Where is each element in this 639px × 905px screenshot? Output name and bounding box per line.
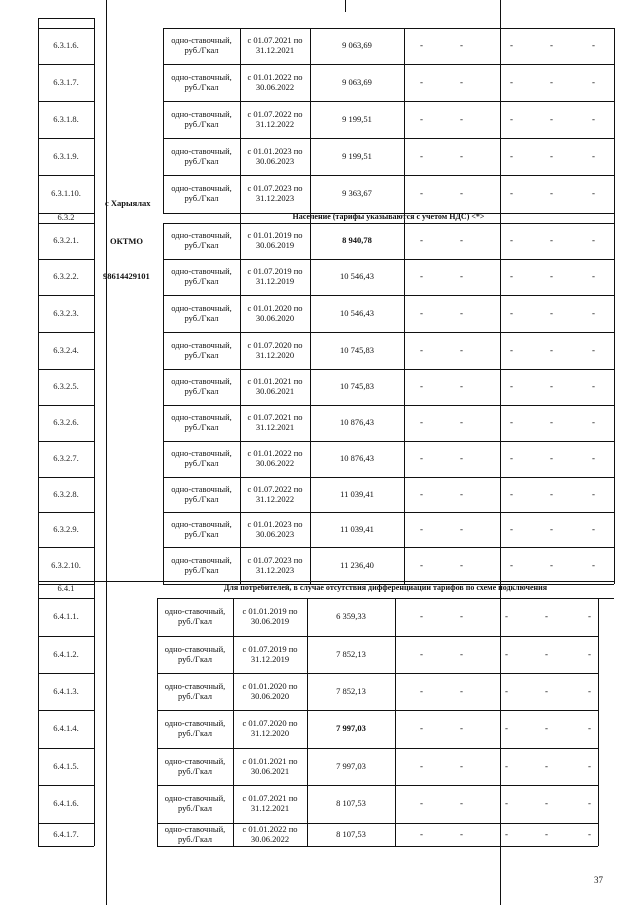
code-row-separator (38, 64, 94, 65)
rate-type: одно-ставочный, руб./Гкал (164, 755, 226, 776)
code-column-right-border (94, 18, 95, 846)
empty-cell-dash: - (460, 648, 463, 659)
empty-cell-dash: - (550, 488, 553, 499)
row-code: 6.4.1.4. (53, 723, 79, 733)
empty-cell-dash: - (460, 113, 463, 124)
code-row-separator (38, 785, 94, 786)
table-row-separator (163, 547, 614, 548)
rate-type: одно-ставочный, руб./Гкал (171, 376, 232, 396)
empty-cell-dash: - (510, 113, 513, 124)
period: с 01.07.2021 по 31.12.2021 (247, 35, 303, 55)
period: с 01.01.2023 по 30.06.2023 (247, 518, 303, 539)
empty-cell-dash: - (460, 76, 463, 87)
empty-cell-dash: - (420, 611, 423, 621)
rate-type: одно-ставочный, руб./Гкал (164, 823, 226, 844)
empty-cell-dash: - (510, 417, 513, 427)
row-code: 6.3.2.1. (53, 235, 79, 245)
rate-type: одно-ставочный, руб./Гкал (171, 339, 232, 360)
empty-cell-dash: - (588, 611, 591, 621)
period: с 01.07.2020 по 31.12.2020 (247, 339, 303, 360)
row-code: 6.3.1.6. (53, 40, 79, 50)
period: с 01.07.2022 по 31.12.2022 (247, 108, 303, 129)
code-row-separator (38, 673, 94, 674)
empty-cell-dash: - (505, 648, 508, 659)
empty-cell-dash: - (592, 150, 595, 161)
empty-cell-dash: - (545, 648, 548, 659)
empty-cell-dash: - (588, 648, 591, 659)
empty-cell-dash: - (420, 40, 423, 50)
rate-type: одно-ставочный, руб./Гкал (171, 266, 232, 286)
empty-cell-dash: - (420, 453, 423, 463)
code-column-left-border (38, 18, 39, 846)
empty-cell-dash: - (420, 344, 423, 355)
code-row-separator (38, 477, 94, 478)
empty-cell-dash: - (588, 723, 591, 733)
empty-cell-dash: - (460, 40, 463, 50)
empty-cell-dash: - (592, 559, 595, 570)
table-row-separator (157, 636, 598, 637)
tariff-value: 11 236,40 (340, 559, 374, 570)
period: с 01.01.2019 по 30.06.2019 (242, 606, 298, 626)
rate-type: одно-ставочный, руб./Гкал (164, 793, 226, 813)
period: с 01.01.2023 по 30.06.2023 (247, 145, 303, 166)
empty-cell-dash: - (592, 417, 595, 427)
empty-cell-dash: - (420, 723, 423, 733)
section-rule (38, 581, 614, 582)
rate-type: одно-ставочный, руб./Гкал (171, 71, 232, 92)
period: с 01.07.2023 по 31.12.2023 (247, 554, 303, 575)
section-border (163, 223, 614, 224)
code-row-separator (38, 441, 94, 442)
tariff-value: 9 199,51 (342, 150, 372, 161)
empty-cell-dash: - (420, 76, 423, 87)
period: с 01.07.2020 по 31.12.2020 (242, 718, 298, 738)
empty-cell-dash: - (460, 611, 463, 621)
empty-cell-dash: - (550, 344, 553, 355)
tariff-value: 9 063,69 (342, 40, 372, 50)
table-row-separator (163, 295, 614, 296)
tariff-value: 7 852,13 (336, 685, 366, 696)
tariff-value: 9 063,69 (342, 76, 372, 87)
rate-type: одно-ставочный, руб./Гкал (171, 145, 232, 166)
period: с 01.07.2019 по 31.12.2019 (247, 266, 303, 286)
code-row-separator (38, 28, 94, 29)
empty-cell-dash: - (420, 685, 423, 696)
empty-cell-dash: - (505, 828, 508, 839)
tariff-value: 11 039,41 (340, 523, 374, 534)
empty-cell-dash: - (420, 523, 423, 534)
empty-cell-dash: - (460, 723, 463, 733)
section-code: 6.4.1 (57, 583, 75, 593)
empty-cell-dash: - (545, 828, 548, 839)
tariff-value: 10 745,83 (340, 381, 374, 391)
empty-cell-dash: - (510, 271, 513, 281)
section-border (163, 598, 614, 599)
tariff-value: 10 745,83 (340, 344, 374, 355)
row-code: 6.4.1.6. (53, 798, 79, 808)
rate-type: одно-ставочный, руб./Гкал (171, 35, 232, 55)
code-top-border (38, 18, 94, 19)
empty-cell-dash: - (510, 76, 513, 87)
empty-cell-dash: - (545, 798, 548, 808)
code-row-separator (38, 369, 94, 370)
empty-cell-dash: - (460, 307, 463, 318)
empty-cell-dash: - (592, 453, 595, 463)
code-row-separator (38, 547, 94, 548)
empty-cell-dash: - (505, 760, 508, 771)
empty-cell-dash: - (592, 40, 595, 50)
period: с 01.01.2022 по 30.06.2022 (247, 448, 303, 468)
row-code: 6.3.2.5. (53, 381, 79, 391)
row-code: 6.3.2.10. (51, 559, 81, 570)
empty-cell-dash: - (592, 235, 595, 245)
code-row-separator (38, 405, 94, 406)
empty-cell-dash: - (550, 523, 553, 534)
empty-cell-dash: - (420, 828, 423, 839)
empty-cell-dash: - (510, 188, 513, 198)
code-row-separator (38, 259, 94, 260)
empty-cell-dash: - (420, 488, 423, 499)
row-code: 6.3.1.7. (53, 76, 79, 87)
period: с 01.07.2021 по 31.12.2021 (242, 793, 298, 813)
empty-cell-dash: - (510, 453, 513, 463)
table-row-separator (163, 64, 614, 65)
rate-type: одно-ставочный, руб./Гкал (171, 183, 232, 203)
page-number: 37 (594, 875, 603, 885)
code-row-separator (38, 846, 94, 847)
tariff-value: 8 107,53 (336, 798, 366, 808)
oktmo-label: ОКТМО (110, 236, 143, 246)
row-code: 6.4.1.5. (53, 760, 79, 771)
row-code: 6.4.1.3. (53, 685, 79, 696)
empty-cell-dash: - (460, 523, 463, 534)
empty-cell-dash: - (420, 307, 423, 318)
table-row-separator (163, 175, 614, 176)
table-row-separator (163, 369, 614, 370)
empty-cell-dash: - (550, 381, 553, 391)
section-code: 6.3.2 (57, 212, 75, 222)
tariff-value: 10 546,43 (340, 307, 374, 318)
row-code: 6.4.1.1. (53, 611, 79, 621)
tariff-value: 8 107,53 (336, 828, 366, 839)
row-code: 6.3.1.10. (51, 188, 81, 198)
tariff-value: 10 876,43 (340, 417, 374, 427)
empty-cell-dash: - (550, 150, 553, 161)
table-row-separator (157, 710, 598, 711)
empty-cell-dash: - (505, 723, 508, 733)
empty-cell-dash: - (505, 611, 508, 621)
empty-cell-dash: - (592, 488, 595, 499)
empty-cell-dash: - (505, 798, 508, 808)
empty-cell-dash: - (545, 723, 548, 733)
empty-cell-dash: - (420, 188, 423, 198)
tariff-value: 10 546,43 (340, 271, 374, 281)
period: с 01.01.2020 по 30.06.2020 (242, 680, 298, 701)
empty-cell-dash: - (460, 381, 463, 391)
table-row-separator (157, 748, 598, 749)
empty-cell-dash: - (420, 760, 423, 771)
empty-cell-dash: - (420, 381, 423, 391)
empty-cell-dash: - (550, 271, 553, 281)
row-code: 6.3.2.2. (53, 271, 79, 281)
empty-cell-dash: - (592, 76, 595, 87)
code-row-separator (38, 512, 94, 513)
empty-cell-dash: - (460, 760, 463, 771)
code-row-separator (38, 295, 94, 296)
row-code: 6.3.2.9. (53, 523, 79, 534)
tariff-value: 11 039,41 (340, 488, 374, 499)
scan-artifact-line (500, 0, 501, 905)
oktmo-code: 98614429101 (103, 271, 150, 281)
table-row-separator (163, 28, 614, 29)
row-code: 6.3.2.6. (53, 417, 79, 427)
table-row-separator (163, 441, 614, 442)
empty-cell-dash: - (592, 344, 595, 355)
empty-cell-dash: - (545, 760, 548, 771)
table-right-border (614, 28, 615, 584)
code-row-separator (38, 636, 94, 637)
tariff-value: 8 940,78 (342, 235, 372, 245)
table-row-separator (157, 846, 598, 847)
period-column-border (310, 28, 311, 584)
rate-type: одно-ставочный, руб./Гкал (164, 680, 226, 701)
empty-cell-dash: - (460, 150, 463, 161)
empty-cell-dash: - (420, 235, 423, 245)
section-title: Население (тарифы указываются с учетом НДС) <*> (292, 212, 485, 221)
code-row-separator (38, 710, 94, 711)
table-row-separator (163, 512, 614, 513)
table-row-separator (163, 332, 614, 333)
rate-type: одно-ставочный, руб./Гкал (164, 606, 226, 626)
period: с 01.01.2022 по 30.06.2022 (242, 823, 298, 844)
empty-cell-dash: - (460, 559, 463, 570)
empty-cell-dash: - (510, 523, 513, 534)
tariff-value: 7 997,03 (336, 723, 366, 733)
rate-type: одно-ставочный, руб./Гкал (171, 448, 232, 468)
empty-cell-dash: - (545, 611, 548, 621)
empty-cell-dash: - (505, 685, 508, 696)
empty-cell-dash: - (588, 828, 591, 839)
empty-cell-dash: - (460, 271, 463, 281)
period: с 01.07.2019 по 31.12.2019 (242, 643, 298, 664)
rate-type: одно-ставочный, руб./Гкал (171, 412, 232, 432)
empty-cell-dash: - (550, 76, 553, 87)
period: с 01.01.2020 по 30.06.2020 (247, 302, 303, 323)
period: с 01.01.2022 по 30.06.2022 (247, 71, 303, 92)
table-row-separator (163, 259, 614, 260)
table-row-separator (163, 405, 614, 406)
code-row-separator (38, 823, 94, 824)
rate-type: одно-ставочный, руб./Гкал (171, 108, 232, 129)
empty-cell-dash: - (420, 648, 423, 659)
row-code: 6.3.1.9. (53, 150, 79, 161)
row-code: 6.3.2.3. (53, 307, 79, 318)
empty-cell-dash: - (420, 559, 423, 570)
row-code: 6.4.1.7. (53, 828, 79, 839)
empty-cell-dash: - (592, 113, 595, 124)
table-left-border (163, 28, 164, 213)
row-code: 6.4.1.2. (53, 648, 79, 659)
empty-cell-dash: - (510, 488, 513, 499)
rate-type: одно-ставочный, руб./Гкал (171, 302, 232, 323)
period: с 01.07.2021 по 31.12.2021 (247, 412, 303, 432)
tariff-value: 9 199,51 (342, 113, 372, 124)
empty-cell-dash: - (592, 523, 595, 534)
empty-cell-dash: - (510, 381, 513, 391)
empty-cell-dash: - (592, 307, 595, 318)
empty-cell-dash: - (420, 798, 423, 808)
row-code: 6.3.2.7. (53, 453, 79, 463)
period: с 01.07.2022 по 31.12.2022 (247, 483, 303, 504)
table-row-separator (157, 673, 598, 674)
empty-cell-dash: - (550, 417, 553, 427)
empty-cell-dash: - (460, 685, 463, 696)
row-code: 6.3.2.8. (53, 488, 79, 499)
rate-type: одно-ставочный, руб./Гкал (171, 554, 232, 575)
empty-cell-dash: - (460, 488, 463, 499)
empty-cell-dash: - (550, 113, 553, 124)
scan-artifact-line (106, 0, 107, 905)
empty-cell-dash: - (545, 685, 548, 696)
empty-cell-dash: - (510, 40, 513, 50)
rate-type: одно-ставочный, руб./Гкал (171, 518, 232, 539)
table-left-border (163, 223, 164, 584)
code-row-separator (38, 138, 94, 139)
empty-cell-dash: - (420, 271, 423, 281)
table-row-separator (163, 101, 614, 102)
empty-cell-dash: - (592, 188, 595, 198)
empty-cell-dash: - (460, 828, 463, 839)
empty-cell-dash: - (460, 417, 463, 427)
tariff-value: 10 876,43 (340, 453, 374, 463)
empty-cell-dash: - (510, 307, 513, 318)
empty-cell-dash: - (460, 453, 463, 463)
empty-cell-dash: - (460, 798, 463, 808)
table-row-separator (163, 138, 614, 139)
empty-cell-dash: - (510, 235, 513, 245)
locality-label: с Харыялах (105, 198, 151, 208)
empty-cell-dash: - (550, 40, 553, 50)
tariff-value: 7 997,03 (336, 760, 366, 771)
empty-cell-dash: - (420, 150, 423, 161)
code-row-separator (38, 598, 94, 599)
code-row-separator (38, 101, 94, 102)
tariff-value: 7 852,13 (336, 648, 366, 659)
empty-cell-dash: - (550, 453, 553, 463)
rate-column-border (240, 28, 241, 584)
empty-cell-dash: - (420, 113, 423, 124)
empty-cell-dash: - (588, 760, 591, 771)
empty-cell-dash: - (588, 685, 591, 696)
row-code: 6.3.1.8. (53, 113, 79, 124)
tariff-value: 9 363,67 (342, 188, 372, 198)
empty-cell-dash: - (510, 150, 513, 161)
empty-cell-dash: - (592, 381, 595, 391)
period: с 01.01.2021 по 30.06.2021 (247, 376, 303, 396)
empty-cell-dash: - (588, 798, 591, 808)
empty-cell-dash: - (510, 344, 513, 355)
empty-cell-dash: - (460, 235, 463, 245)
section-title: Для потребителей, в случае отсутствия дифференциации тарифов по схеме подключения (223, 583, 548, 592)
tariff-value: 6 359,33 (336, 611, 366, 621)
period: с 01.01.2019 по 30.06.2019 (247, 230, 303, 250)
empty-cell-dash: - (460, 188, 463, 198)
rate-type: одно-ставочный, руб./Гкал (164, 718, 226, 738)
empty-cell-dash: - (592, 271, 595, 281)
empty-cell-dash: - (550, 307, 553, 318)
rate-type: одно-ставочный, руб./Гкал (171, 483, 232, 504)
value-column-border (404, 28, 405, 584)
period: с 01.07.2023 по 31.12.2023 (247, 183, 303, 203)
empty-cell-dash: - (420, 417, 423, 427)
table-row-separator (157, 785, 598, 786)
row-code: 6.3.2.4. (53, 344, 79, 355)
code-row-separator (38, 332, 94, 333)
table-row-separator (163, 477, 614, 478)
rate-type: одно-ставочный, руб./Гкал (164, 643, 226, 664)
empty-cell-dash: - (460, 344, 463, 355)
rate-type: одно-ставочный, руб./Гкал (171, 230, 232, 250)
empty-cell-dash: - (550, 235, 553, 245)
empty-cell-dash: - (550, 188, 553, 198)
code-row-separator (38, 223, 94, 224)
empty-cell-dash: - (510, 559, 513, 570)
scan-artifact-line (345, 0, 346, 12)
code-row-separator (38, 748, 94, 749)
empty-cell-dash: - (550, 559, 553, 570)
table-right-border (598, 598, 599, 846)
period: с 01.01.2021 по 30.06.2021 (242, 755, 298, 776)
code-row-separator (38, 175, 94, 176)
